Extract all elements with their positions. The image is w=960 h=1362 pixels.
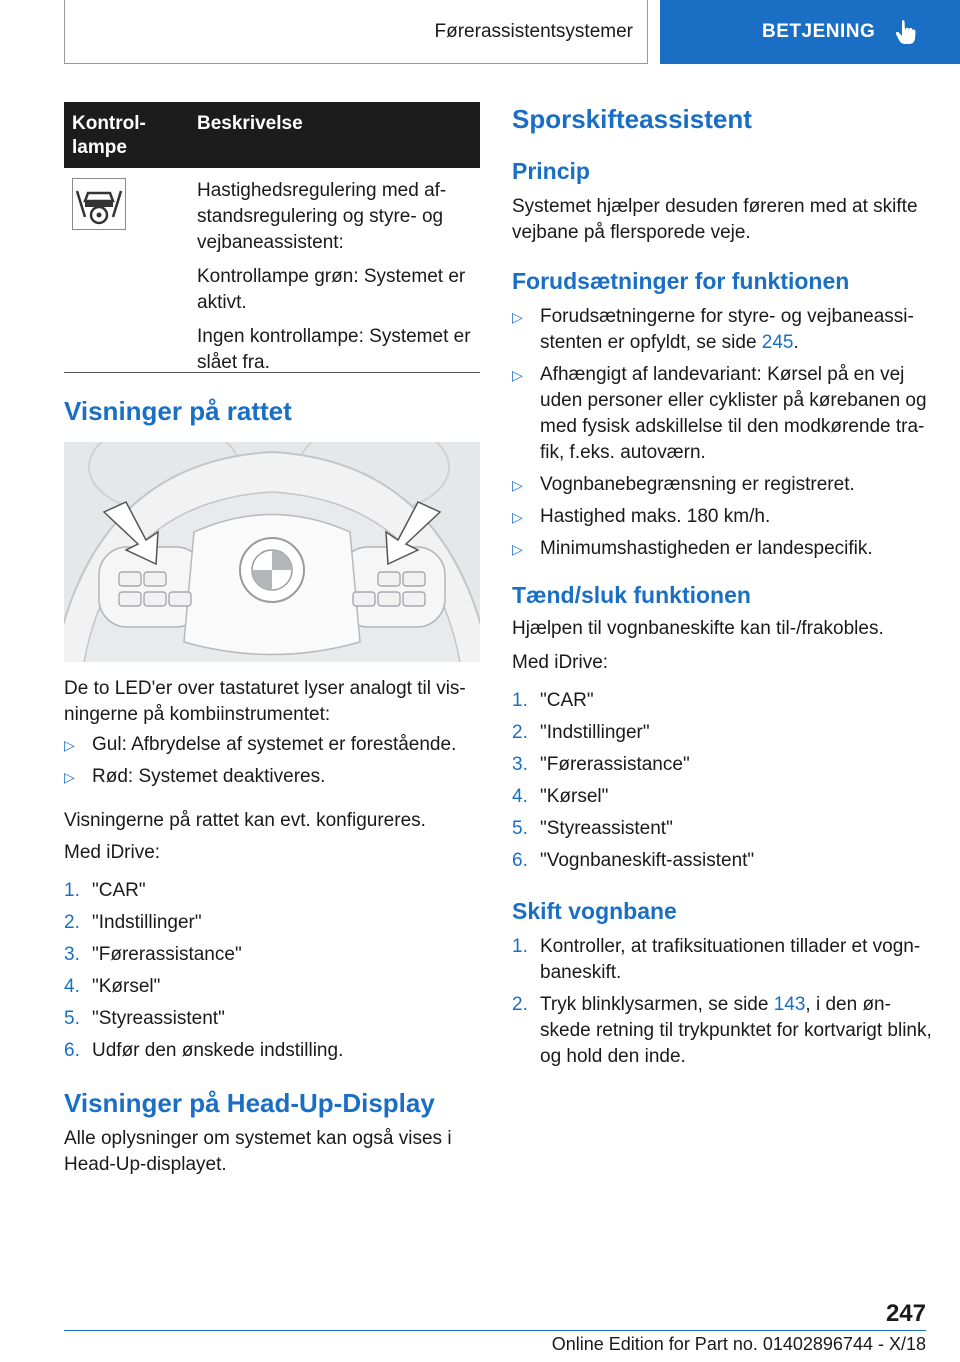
triangle-bullet-icon: ▷	[512, 367, 523, 383]
pointing-hand-icon	[895, 19, 917, 45]
list-item: 4. "Kørsel"	[512, 786, 609, 807]
list-item: ▷ Afhængigt af landevariant: Kørsel på en vej uden personer eller cyklister på kørebanen og med fysisk adskillelse til den modkørende tra-fik, f.eks. autoværn.	[512, 364, 927, 463]
list-item: 3. "Førerassistance"	[64, 944, 242, 965]
header-section	[64, 0, 648, 64]
list-item: 3. "Førerassistance"	[512, 754, 690, 775]
list-item: 1. "CAR"	[64, 880, 146, 901]
triangle-bullet-icon: ▷	[64, 769, 75, 785]
list-item: 5. "Styreassistent"	[512, 818, 673, 839]
list-item: 2. "Indstillinger"	[512, 722, 650, 743]
lane-assist-lamp-icon	[72, 178, 126, 230]
table-header-lamp: Kontrol-lampe	[72, 113, 146, 158]
triangle-bullet-icon: ▷	[512, 477, 523, 493]
triangle-bullet-icon: ▷	[512, 541, 523, 557]
toggle-text: Hjælpen til vognbaneskifte kan til-/frakobles.	[512, 618, 884, 639]
header-chapter-title: BETJENING	[762, 21, 876, 42]
list-item: 2. Tryk blinklysarmen, se side 143, i den øn-skede retning til trykpunktet for kortvarigt blink, og hold den inde.	[512, 994, 932, 1067]
list-item: ▷ Gul: Afbrydelse af systemet er forestående.	[64, 732, 480, 758]
steering-intro: De to LED'er over tastaturet lyser analogt til vis-ningerne på kombiinstrumentet:	[64, 678, 466, 725]
triangle-bullet-icon: ▷	[512, 309, 523, 325]
list-item: ▷ Minimumshastigheden er landespecifik.	[512, 536, 932, 562]
list-item: ▷ Forudsætningerne for styre- og vejbaneassi-stenten er opfyldt, se side 245.	[512, 306, 914, 353]
list-item: 1. "CAR"	[512, 690, 594, 711]
page-link-143[interactable]: 143	[773, 994, 806, 1015]
table-row-description	[197, 178, 477, 384]
steering-led-list	[64, 732, 480, 796]
footer-edition: Online Edition for Part no. 01402896744 - X/18	[551, 1334, 926, 1354]
list-item: ▷ Hastighed maks. 180 km/h.	[512, 504, 932, 530]
description-off: Ingen kontrollampe: Systemet er slået fra.	[197, 326, 471, 373]
heading-change-lane: Skift vognbane	[512, 898, 677, 924]
description-active: Kontrollampe grøn: Systemet er aktivt.	[197, 266, 466, 313]
page-number: 247	[885, 1300, 926, 1327]
heading-toggle-function: Tænd/sluk funktionen	[512, 582, 751, 608]
header-chapter	[660, 0, 960, 64]
hud-text: Alle oplysninger om systemet kan også vises i Head-Up-displayet.	[64, 1128, 452, 1175]
heading-steering-displays: Visninger på rattet	[64, 396, 292, 426]
triangle-bullet-icon: ▷	[512, 509, 523, 525]
list-item: 6. "Vognbaneskift-assistent"	[512, 850, 755, 871]
heading-lane-change-assistant: Sporskifteassistent	[512, 104, 752, 134]
list-item: 4. "Kørsel"	[64, 976, 161, 997]
principle-text: Systemet hjælper desuden føreren med at skifte vejbane på flersporede veje.	[512, 196, 918, 243]
list-item: 6. Udfør den ønskede indstilling.	[64, 1040, 344, 1061]
heading-hud-displays: Visninger på Head-Up-Display	[64, 1088, 435, 1118]
change-lane-steps	[512, 934, 932, 1076]
list-item: ▷ Vognbanebegrænsning er registreret.	[512, 472, 932, 498]
lane-steps-list	[512, 688, 932, 880]
steering-idrive-label: Med iDrive:	[64, 842, 161, 863]
list-item: ▷ Rød: Systemet deaktiveres.	[64, 764, 480, 790]
description-text: Hastighedsregulering med af-standsregulering og styre- og vejbaneassistent:	[197, 180, 447, 253]
list-item: 1. Kontroller, at trafiksituationen tillader et vogn-baneskift.	[512, 936, 921, 983]
steering-steps-list	[64, 878, 480, 1070]
header-section-title: Førerassistentsystemer	[434, 20, 633, 42]
footer-divider	[64, 1330, 926, 1331]
heading-prerequisites: Forudsætninger for funktionen	[512, 268, 850, 294]
steering-config-text: Visningerne på rattet kan evt. konfigureres.	[64, 810, 426, 831]
triangle-bullet-icon: ▷	[64, 737, 75, 753]
table-header-description: Beskrivelse	[197, 113, 303, 134]
prerequisites-list	[512, 304, 932, 568]
list-item: 2. "Indstillinger"	[64, 912, 202, 933]
table-row	[64, 168, 480, 373]
heading-principle: Princip	[512, 158, 590, 184]
steering-wheel-illustration	[64, 442, 480, 662]
page-link-245[interactable]: 245	[761, 332, 794, 353]
table-header	[64, 102, 480, 168]
indicator-table	[64, 102, 480, 373]
list-item: 5. "Styreassistent"	[64, 1008, 225, 1029]
lane-idrive-label: Med iDrive:	[512, 652, 609, 673]
